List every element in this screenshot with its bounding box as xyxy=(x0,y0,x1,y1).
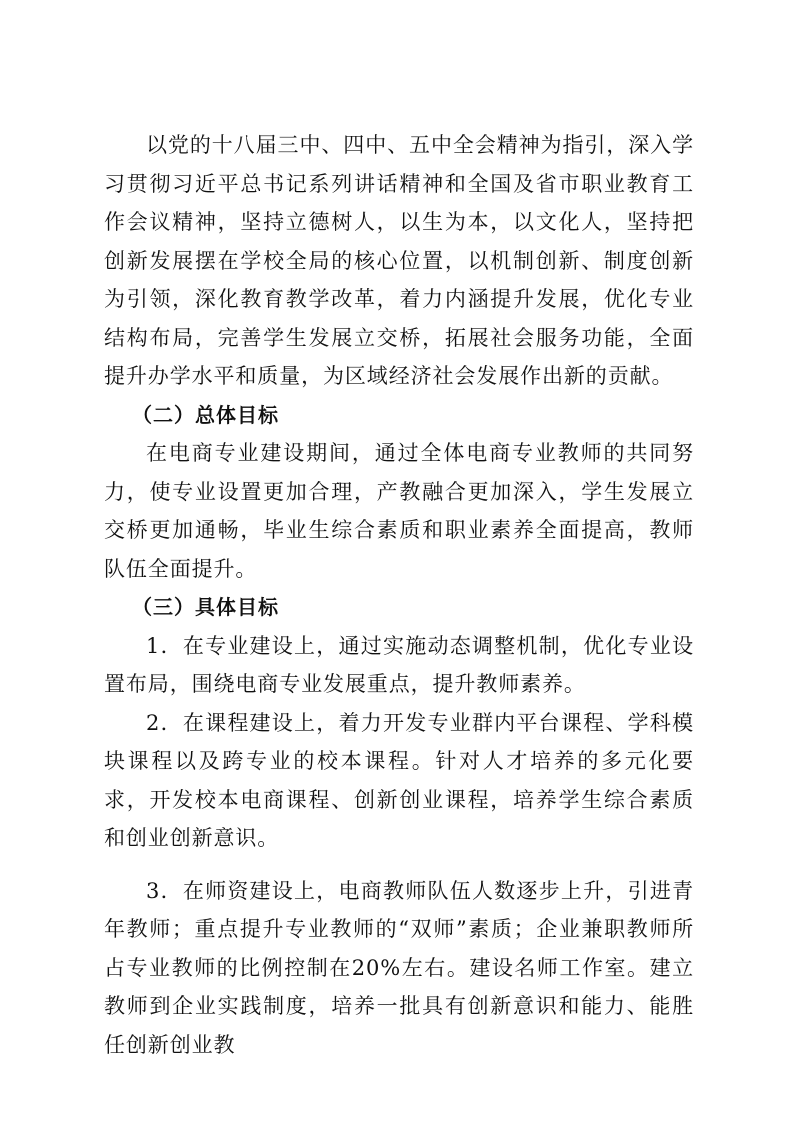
specific-goal-item-3: 3．在师资建设上，电商教师队伍人数逐步上升，引进青年教师；重点提升专业教师的“双师”素质；企业兼职教师所占专业教师的比例控制在20%左右。建设名师工作室。建立教师到企业实践制度，培养一批具有创新意识和能力、能胜任创新创业教 xyxy=(104,878,694,1057)
specific-goal-item-1: 1．在专业建设上，通过实施动态调整机制，优化专业设置布局，围绕电商专业发展重点，提升教师素养。 xyxy=(104,633,694,696)
intro-paragraph: 以党的十八届三中、四中、五中全会精神为指引，深入学习贯彻习近平总书记系列讲话精神和全国及省市职业教育工作会议精神，坚持立德树人，以生为本，以文化人，坚持把创新发展摆在学校全局的核心位置，以机制创新、制度创新为引领，深化教育教学改革，着力内涵提升发展，优化专业结构布局，完善学生发展立交桥，拓展社会服务功能，全面提升办学水平和质量，为区域经济社会发展作出新的贡献。 xyxy=(104,133,694,388)
section-heading-specific-goals: （三）具体目标 xyxy=(132,595,279,619)
overall-goals-paragraph: 在电商专业建设期间，通过全体电商专业教师的共同努力，使专业设置更加合理，产教融合更加深入，学生发展立交桥更加通畅，毕业生综合素质和职业素养全面提高，教师队伍全面提升。 xyxy=(104,441,694,581)
specific-goal-item-2: 2．在课程建设上，着力开发专业群内平台课程、学科模块课程以及跨专业的校本课程。针对人才培养的多元化要求，开发校本电商课程、创新创业课程，培养学生综合素质和创业创新意识。 xyxy=(104,710,694,850)
section-heading-overall-goals: （二）总体目标 xyxy=(132,402,279,427)
document-body xyxy=(104,126,694,1064)
